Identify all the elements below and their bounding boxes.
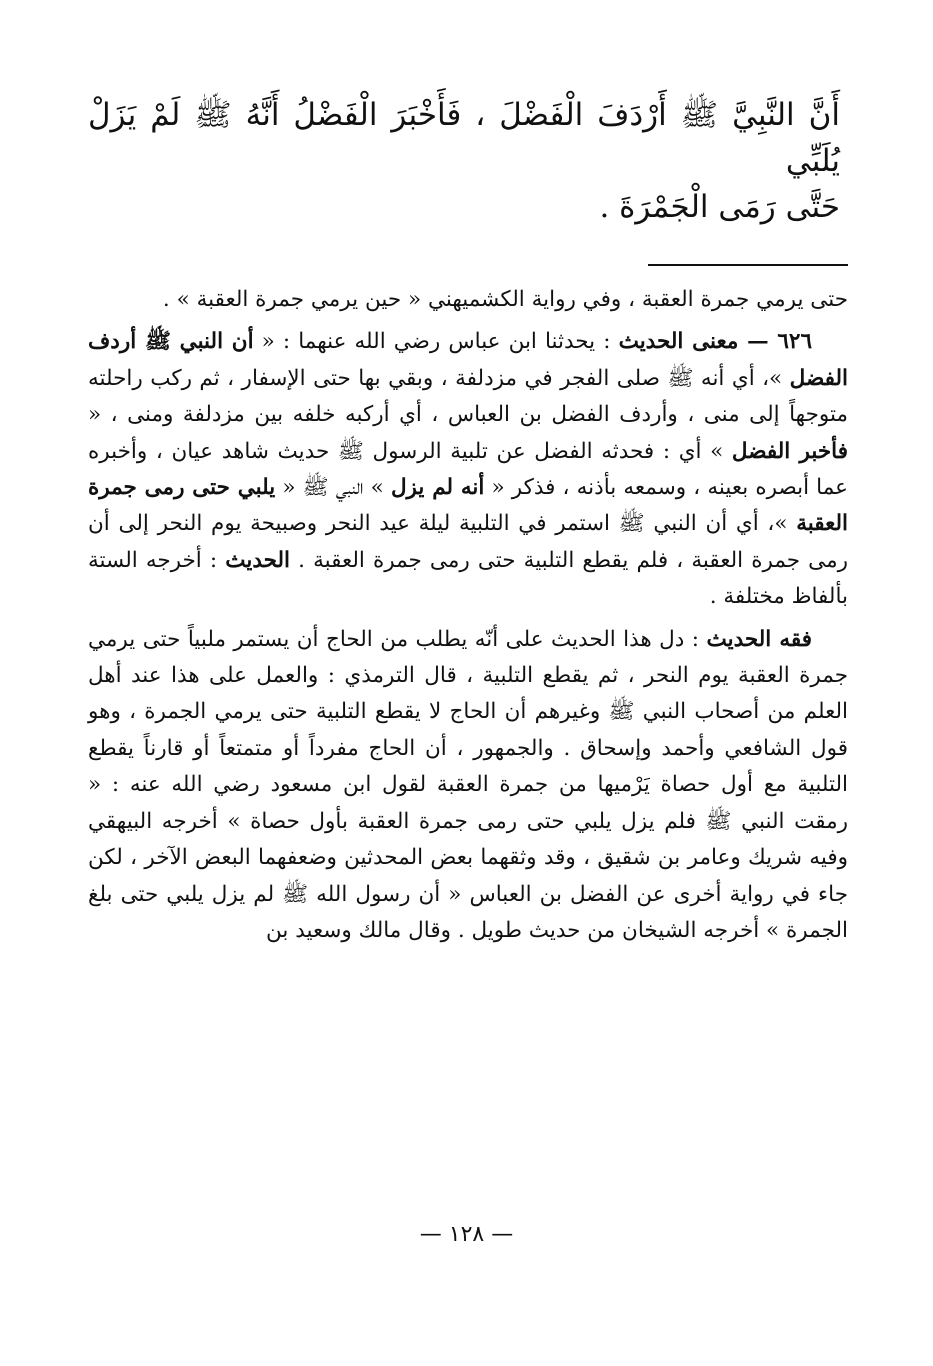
meaning-bold-5: الحديث: [225, 547, 291, 573]
meaning-heading: ٦٢٦ — معنى الحديث: [618, 329, 813, 355]
document-page: [88, 92, 848, 949]
meaning-text-6: : أخرجه الستة بألفاظ مختلفة .: [88, 547, 848, 610]
meaning-text-4: » النبي ﷺ «: [275, 475, 391, 501]
meaning-text-1: : يحدثنا ابن عباس رضي الله عنهما : «: [253, 329, 619, 355]
commentary-intro: حتى يرمي جمرة العقبة ، وفي رواية الكشميهني « حين يرمي جمرة العقبة » .: [162, 287, 848, 312]
meaning-paragraph: [88, 324, 848, 615]
meaning-text-3: » أي : فحدثه الفضل عن تلبية الرسول ﷺ حديث شاهد عيان ، وأخبره عما أبصره بعينه ، وسمعه بأذنه ، فذكر «: [88, 438, 848, 501]
hadith-line-2: حَتَّى رَمَى الْجَمْرَةَ .: [599, 189, 840, 225]
fiqh-text: : دل هذا الحديث على أنّه يطلب من الحاج أن يستمر ملبياً حتى يرمي جمرة العقبة يوم النحر ، ثم يقطع التلبية ، قال الترمذي : والعمل على هذا عند أهل العلم من أصحاب النبي ﷺ وغيرهم أن الحاج لا يقطع التلبية حتى يرمي الجمرة ، وهو قول الشافعي وأحمد وإسحاق . والجمهور ، أن الحاج مفرداً أو متمتعاً أو قارناً يقطع التلبية مع أول حصاة يَرْميها من جمرة العقبة لقول ابن مسعود رضي الله عنه : « رمقت النبي ﷺ فلم يزل يلبي حتى رمى جمرة العقبة بأول حصاة » أخرجه البيهقي وفيه شريك وعامر بن شقيق ، وقد وثقهما بعض المحدثين وضعفهما البعض الآخر ، لكن جاء في رواية أخرى عن الفضل بن العباس « أن رسول الله ﷺ لم يزل يلبي حتى بلغ الجمرة » أخرجه الشيخان من حديث طويل . وقال مالك وسعيد بن: [88, 626, 848, 943]
hadith-line-1: أَنَّ النَّبِيَّ ﷺ أَرْدَفَ الْفَضْلَ ، فَأَخْبَرَ الْفَضْلُ أَنَّهُ ﷺ لَمْ يَزَلْ يُلَبِّي: [88, 97, 840, 179]
meaning-bold-3: أنه لم يزل: [390, 475, 485, 501]
meaning-bold-1: أن النبي ﷺ أردف الفضل: [88, 329, 848, 391]
meaning-bold-4: يلبي حتى رمى جمرة العقبة: [88, 475, 848, 537]
commentary: [88, 282, 848, 949]
page-number: — ١٢٨ —: [419, 1222, 514, 1247]
fiqh-heading: فقه الحديث: [706, 626, 813, 652]
separator-rule: [648, 264, 848, 266]
meaning-text-5: »، أي أن النبي ﷺ استمر في التلبية ليلة عيد النحر وصبيحة يوم النحر إلى أن رمى جمرة العقبة ، فلم يقطع التلبية حتى رمى جمرة العقبة .: [88, 511, 848, 573]
fiqh-paragraph: [88, 622, 848, 950]
hadith-text: [88, 92, 848, 230]
meaning-text-2: »، أي أنه ﷺ صلى الفجر في مزدلفة ، وبقي بها حتى الإسفار ، ثم ركب راحلته متوجهاً إلى منى ، وأردف الفضل بن العباس ، أي أركبه خلفه بين مزدلفة ومنى ، «: [88, 365, 848, 428]
meaning-bold-2: فأخبر الفضل: [731, 438, 848, 464]
